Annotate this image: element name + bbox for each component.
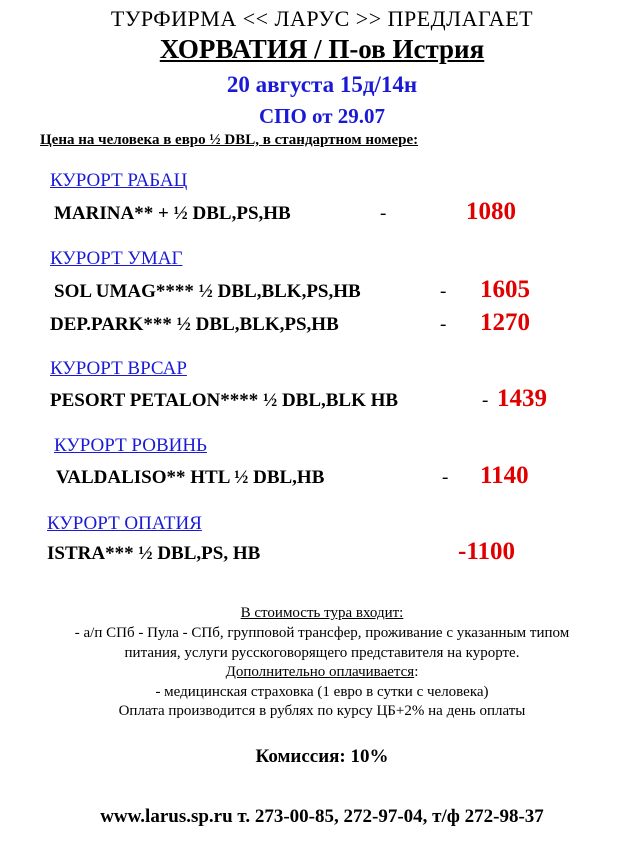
extra-line: - медицинская страховка (1 евро в сутки с человека) [155,684,489,700]
destination-title: ХОРВАТИЯ / П-ов Истрия [159,34,485,64]
hotel-price: 1605 [480,276,530,303]
includes-line-2: питания, услуги русскоговорящего представителя на курорте. [124,645,520,661]
hotel-price: 1270 [480,309,530,336]
payment-note: Оплата производится в рублях по курсу ЦБ+2% на день оплаты [118,703,526,719]
hotel-price: 1080 [466,198,516,225]
includes-line-1: - а/п СПб - Пула - СПб, групповой трансфер, проживание с указанным типом [74,625,570,641]
dash: - [440,314,447,335]
hotel-name: DEP.PARK*** ½ DBL,BLK,PS,HB [50,314,339,335]
extra-heading [0,664,644,681]
dash: - [440,281,447,302]
hotel-name: MARINA** + ½ DBL,PS,HB [54,203,291,224]
contacts: www.larus.sp.ru т. 273-00-85, 272-97-04, т/ф 272-98-37 [100,806,544,827]
hotel-name: PESORT PETALON**** ½ DBL,BLK HB [50,390,399,411]
hotel-name: ISTRA*** ½ DBL,PS, HB [47,543,261,564]
hotel-name: VALDALISO** HTL ½ DBL,HB [56,467,325,488]
resort-vrsar: КУРОРТ ВРСАР [50,358,187,379]
commission: Комиссия: 10% [255,746,389,767]
resort-rovinj: КУРОРТ РОВИНЬ [54,435,207,456]
hotel-price: 1439 [497,385,547,412]
resort-opatija: КУРОРТ ОПАТИЯ [47,513,202,534]
dash: - [482,390,489,411]
spo-date: СПО от 29.07 [258,104,386,128]
price-note: Цена на человека в евро ½ DBL, в стандартном номере: [40,132,419,148]
includes-heading: В стоимость тура входит: [240,605,404,621]
resort-umag: КУРОРТ УМАГ [50,248,183,269]
dash: - [442,467,449,488]
dash: - [380,203,387,224]
tour-dates: 20 августа 15д/14н [226,72,418,97]
hotel-price: -1100 [458,538,515,565]
resort-rabac: КУРОРТ РАБАЦ [50,170,188,191]
extra-heading-text: Дополнительно оплачивается [225,664,415,680]
agency-line: ТУРФИРМА << ЛАРУС >> ПРЕДЛАГАЕТ [110,6,534,31]
extra-heading-colon: : [414,664,419,680]
hotel-price: 1140 [480,462,529,489]
hotel-name: SOL UMAG**** ½ DBL,BLK,PS,HB [54,281,361,302]
